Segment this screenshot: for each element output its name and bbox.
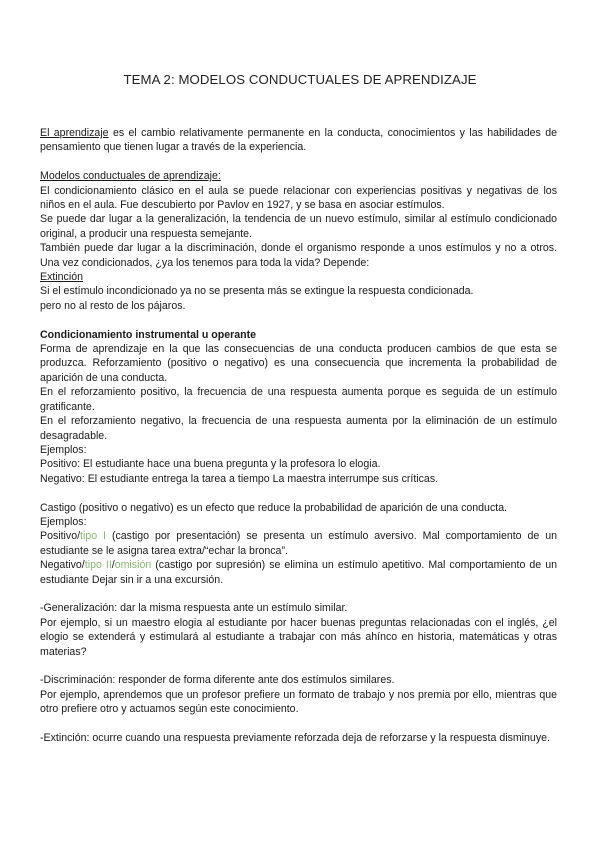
instrumental-ejemplos-label: Ejemplos: xyxy=(40,443,87,456)
castigo-positivo-label: Positivo/ xyxy=(40,530,81,543)
generalizacion-example: Por ejemplo, si un maestro elogia al estudiante por hacer buenas preguntas relacionadas con el inglés, ¿el elogio se extenderá y estimulará al estudiante a trabajar con más ahínco en historia, matemáticas y otras materias? xyxy=(40,616,557,658)
modelos-heading: Modelos conductuales de aprendizaje: xyxy=(40,170,221,183)
modelos-paragraph-4: Si el estímulo incondicionado ya no se presenta más se extingue la respuesta condicionada. xyxy=(40,285,474,298)
castigo-negativo-label: Negativo/ xyxy=(40,559,85,572)
castigo-tipo-ii: tipo II xyxy=(84,559,112,572)
instrumental-ejemplo-negativo: Negativo: El estudiante entrega la tarea a tiempo La maestra interrumpe sus críticas. xyxy=(40,472,439,485)
page-title: TEMA 2: MODELOS CONDUCTUALES DE APRENDIZAJE xyxy=(123,72,477,87)
castigo-positivo-text: (castigo por presentación) se presenta un estímulo aversivo. Mal comportamiento de un estudiante se le asigna tarea extra/“echar la bronca”. xyxy=(40,530,558,557)
intro-term: El aprendizaje xyxy=(40,127,109,139)
instrumental-heading: Condicionamiento instrumental u operante xyxy=(40,328,257,341)
castigo-paragraph: Castigo (positivo o negativo) es un efecto que reduce la probabilidad de aparición de una conducta. xyxy=(40,501,508,514)
castigo-positivo xyxy=(40,529,557,558)
discriminacion-definition: -Discriminación: responder de forma diferente ante dos estímulos similares. xyxy=(40,674,395,687)
modelos-paragraph-3: También puede dar lugar a la discriminación, donde el organismo responde a unos estímulos y no a otros. Una vez condicionados, ¿ya los tenemos para toda la vida? Depende: xyxy=(40,242,557,269)
castigo-omision: omisión xyxy=(114,559,152,572)
discriminacion-example: Por ejemplo, aprendemos que un profesor prefiere un formato de trabajo y nos premia por ello, mientras que otro prefiere otro y actuamos según este conocimiento. xyxy=(40,688,557,716)
castigo-negativo xyxy=(40,558,557,587)
instrumental-paragraph-3: En el reforzamiento negativo, la frecuencia de una respuesta aumenta por la eliminación de un estímulo desagradable. xyxy=(40,415,557,442)
generalizacion-definition: -Generalización: dar la misma respuesta ante un estímulo similar. xyxy=(40,602,348,615)
modelos-paragraph-5: pero no al resto de los pájaros. xyxy=(40,299,186,312)
castigo-tipo-i: tipo I xyxy=(80,530,107,543)
instrumental-paragraph-2: En el reforzamiento positivo, la frecuencia de una respuesta aumenta porque es seguida de un estímulo gratificante. xyxy=(40,386,557,413)
instrumental-paragraph-1: Forma de aprendizaje en la que las consecuencias de una conducta producen cambios de que esta se produzca. Reforzamiento (positivo o negativo) es una consecuencia que incrementa la probabilidad de aparición de una conducta. xyxy=(40,343,557,384)
modelos-paragraph-1: El condicionamiento clásico en el aula se puede relacionar con experiencias positivas y negativas de los niños en el aula. Fue descubierto por Pavlov en 1927, y se basa en asociar estímulos. xyxy=(40,184,557,212)
extincion-definition: -Extinción: ocurre cuando una respuesta previamente reforzada deja de reforzarse y la respuesta disminuye. xyxy=(40,731,550,744)
castigo-ejemplos-label: Ejemplos: xyxy=(40,515,87,528)
document-body xyxy=(40,126,557,745)
instrumental-ejemplo-positivo: Positivo: El estudiante hace una buena pregunta y la profesora lo elogia. xyxy=(40,458,381,471)
castigo-slash: / xyxy=(111,559,115,572)
intro-text: es el cambio relativamente permanente en la conducta, conocimientos y las habilidades de pensamiento que tienen lugar a través de la experiencia. xyxy=(40,127,558,154)
intro-paragraph xyxy=(40,126,557,155)
castigo-negativo-text: (castigo por supresión) se elimina un estímulo apetitivo. Mal comportamiento de un estudiante Dejar sin ir a una excursión. xyxy=(40,559,557,586)
modelos-paragraph-2: Se puede dar lugar a la generalización, la tendencia de un nuevo estímulo, similar al estímulo condicionado original, a producir una respuesta semejante. xyxy=(40,213,557,240)
extincion-subheading: Extinción xyxy=(40,271,83,284)
